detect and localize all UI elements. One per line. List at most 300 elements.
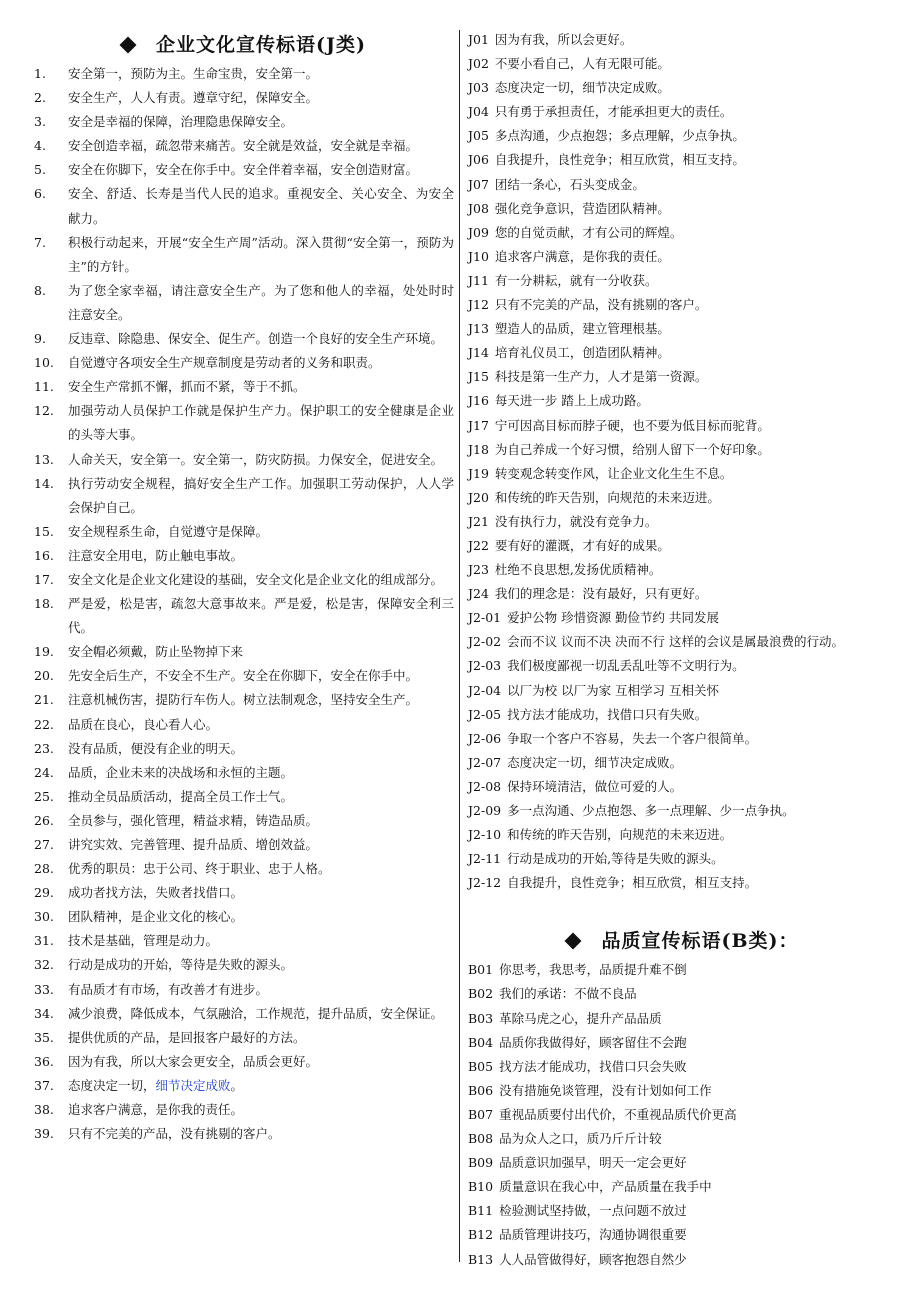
list-item [468, 293, 898, 317]
item-text-main: 只有不完美的产品，没有挑剔的客户。 [494, 297, 708, 313]
item-text [68, 158, 454, 182]
list-item [468, 462, 898, 486]
item-code: J13 [468, 321, 489, 337]
item-text-main: 加强劳动人员保护工作就是保护生产力。保护职工的安全健康是企业的头等大事。 [68, 403, 454, 443]
item-code: B07 [468, 1106, 494, 1122]
list-item [468, 414, 898, 438]
item-number: 29. [34, 885, 54, 901]
list-item [34, 1122, 454, 1146]
item-code: J03 [468, 80, 489, 96]
item-text [468, 982, 898, 1006]
item-text [468, 823, 898, 847]
list-item [34, 86, 454, 110]
item-text-main: 行动是成功的开始,等待是失败的源头。 [507, 851, 724, 867]
item-text-main: 会而不议 议而不决 决而不行 这样的会议是属最浪费的行动。 [507, 634, 845, 650]
list-item [34, 664, 454, 688]
item-number: 14. [34, 475, 54, 491]
item-code: J11 [468, 272, 489, 288]
item-number: 24. [34, 764, 54, 780]
item-text-main: 安全、舒适、长寿是当代人民的追求。重视安全、关心安全、为安全献力。 [68, 186, 454, 226]
item-text-main: 没有执行力，就没有竞争力。 [494, 513, 658, 529]
item-code: J17 [468, 417, 489, 433]
list-item [34, 713, 454, 737]
list-item [468, 317, 898, 341]
item-text [468, 365, 898, 389]
item-text [468, 486, 898, 510]
item-text [468, 462, 898, 486]
item-text [68, 640, 454, 664]
item-text-main: 安全生产常抓不懈，抓而不紧，等于不抓。 [68, 379, 306, 395]
list-item [34, 1050, 454, 1074]
item-text [468, 1007, 898, 1031]
item-text [468, 1079, 898, 1103]
item-code: J24 [468, 586, 489, 602]
item-text-main: 团队精神，是企业文化的核心。 [68, 909, 244, 925]
item-number: 22. [34, 716, 54, 732]
item-code: J23 [468, 562, 489, 578]
item-text-main: 追求客户满意，是你我的责任。 [68, 1102, 244, 1118]
item-text-main: 革除马虎之心，提升产品品质 [499, 1010, 662, 1026]
list-item [468, 982, 898, 1006]
item-text-main: 没有措施免谈管理，没有计划如何工作 [499, 1082, 712, 1098]
item-text [68, 134, 454, 158]
item-code: J14 [468, 345, 489, 361]
item-number: 30. [34, 909, 54, 925]
item-text [468, 269, 898, 293]
item-number: 12. [34, 403, 54, 419]
item-number: 1. [34, 66, 46, 81]
item-code: J18 [468, 441, 489, 457]
list-item [468, 799, 898, 823]
list-item [468, 365, 898, 389]
heading-text: 品质宣传标语(B类)： [601, 930, 799, 953]
item-text-main: 您的自觉贡献，才有公司的辉煌。 [494, 224, 683, 240]
item-code: J06 [468, 152, 489, 168]
item-text-main: 品质你我做得好，顾客留住不会跑 [499, 1034, 687, 1050]
item-number: 9. [34, 331, 46, 347]
item-text-main: 和传统的昨天告别，向规范的未来迈进。 [507, 827, 733, 843]
list-item [468, 1055, 898, 1079]
item-text-main: 我们的理念是：没有最好，只有更好。 [494, 586, 708, 602]
item-text [68, 978, 454, 1002]
item-text-main: 找方法才能成功，找借口只有失败。 [507, 706, 708, 722]
item-text-main: 转变观念转变作风，让企业文化生生不息。 [494, 465, 733, 481]
item-text-main: 你思考，我思考，品质提升难不倒 [499, 962, 687, 978]
item-number: 23. [34, 740, 54, 756]
item-code: J2-10 [468, 827, 502, 843]
item-text-main: 积极行动起来，开展“安全生产周”活动。深入贯彻“安全第一，预防为主”的方针。 [68, 234, 454, 274]
list-item [34, 399, 454, 447]
list-item [34, 231, 454, 279]
item-code: J16 [468, 393, 489, 409]
item-number: 19. [34, 644, 54, 660]
item-number: 11. [34, 379, 54, 395]
item-code: J2-04 [468, 682, 502, 698]
item-code: J2-12 [468, 875, 502, 891]
item-text-main: 只有勇于承担责任，才能承担更大的责任。 [494, 104, 733, 120]
item-text-main: 提供优质的产品，是回报客户最好的方法。 [68, 1029, 306, 1045]
item-text [468, 52, 898, 76]
item-code: J19 [468, 465, 489, 481]
list-item [34, 761, 454, 785]
item-text-main: 塑造人的品质，建立管理根基。 [494, 321, 670, 337]
list-item [468, 847, 898, 871]
item-text-main: 安全生产，人人有责。遵章守纪，保障安全。 [68, 90, 319, 106]
item-number: 32. [34, 957, 54, 973]
right-column [468, 28, 898, 1272]
item-text [468, 558, 898, 582]
item-code: B09 [468, 1155, 494, 1171]
item-text [68, 688, 454, 712]
list-item [34, 809, 454, 833]
list-item [468, 389, 898, 413]
list-item [34, 520, 454, 544]
item-number: 6. [34, 186, 46, 202]
list-item [468, 197, 898, 221]
list-item [34, 134, 454, 158]
list-item [34, 158, 454, 182]
item-text-main: 人人品管做得好，顾客抱怨自然少 [499, 1251, 687, 1267]
item-number: 2. [34, 90, 46, 106]
list-item [34, 1074, 454, 1098]
item-text [468, 654, 898, 678]
list-item [468, 269, 898, 293]
item-text [468, 1127, 898, 1151]
list-item [468, 510, 898, 534]
list-item [468, 679, 898, 703]
item-text-main: 质量意识在我心中，产品质量在我手中 [499, 1179, 712, 1195]
item-text-main: 因为有我，所以大家会更安全，品质会更好。 [68, 1053, 319, 1069]
item-text-main: 严是爱，松是害，疏忽大意事故来。严是爱，松是害，保障安全利三代。 [68, 596, 454, 636]
item-text [468, 847, 898, 871]
item-text [68, 472, 454, 520]
item-number: 33. [34, 981, 54, 997]
item-number: 16. [34, 547, 54, 563]
list-item [34, 62, 454, 86]
item-text [68, 448, 454, 472]
item-text-main: 争取一个客户不容易，失去一个客户很简单。 [507, 730, 758, 746]
item-text-main: 注意机械伤害，提防行车伤人。树立法制观念，坚持安全生产。 [68, 692, 419, 708]
item-number: 4. [34, 138, 46, 154]
b-slogan-list [468, 958, 898, 1271]
item-code: J2-06 [468, 730, 502, 746]
list-item [34, 544, 454, 568]
item-text [468, 727, 898, 751]
list-item [34, 688, 454, 712]
item-text [468, 630, 898, 654]
item-text-main: 多点沟通，少点抱怨；多点理解，少点争执。 [494, 128, 745, 144]
item-text [68, 737, 454, 761]
item-text [68, 279, 454, 327]
list-item [468, 1175, 898, 1199]
item-number: 35. [34, 1029, 54, 1045]
diamond-bullet-icon [565, 933, 582, 950]
item-text-main: 爱护公物 珍惜资源 勤俭节约 共同发展 [507, 610, 720, 626]
section-heading-b [468, 924, 898, 958]
item-text [468, 173, 898, 197]
list-item [34, 592, 454, 640]
item-text-main: 安全第一，预防为主。生命宝贵，安全第一。 [68, 66, 319, 81]
item-code: J2-03 [468, 658, 502, 674]
item-text-main: 执行劳动安全规程，搞好安全生产工作。加强职工劳动保护，人人学会保护自己。 [68, 475, 454, 515]
list-item [468, 1079, 898, 1103]
item-code: B05 [468, 1058, 494, 1074]
item-text [468, 438, 898, 462]
item-text-main: 安全文化是企业文化建设的基础，安全文化是企业文化的组成部分。 [68, 571, 444, 587]
item-text-tail: 。 [230, 1077, 244, 1093]
item-text-main: 没有品质，便没有企业的明天。 [68, 740, 244, 756]
item-text-main: 培育礼仪员工，创造团队精神。 [494, 345, 670, 361]
item-text [68, 327, 454, 351]
list-item [34, 857, 454, 881]
item-text-main: 态度决定一切，细节决定成败。 [494, 80, 670, 96]
item-text [68, 110, 454, 134]
item-text-main: 安全帽必须戴，防止坠物掉下来 [68, 644, 244, 660]
item-number: 15. [34, 523, 54, 539]
list-item [34, 953, 454, 977]
heading-text: 企业文化宣传标语(J类) [156, 34, 366, 56]
item-text [468, 293, 898, 317]
item-text [68, 1122, 454, 1146]
item-text [468, 1175, 898, 1199]
item-text-main: 自我提升，良性竞争；相互欣赏，相互支持。 [494, 152, 745, 168]
list-item [468, 1103, 898, 1127]
item-text-main: 杜绝不良思想,发扬优质精神。 [494, 562, 662, 578]
j-slogan-list [468, 28, 898, 895]
item-text-main: 推动全员品质活动，提高全员工作士气。 [68, 788, 294, 804]
item-text [468, 703, 898, 727]
list-item [468, 486, 898, 510]
list-item [468, 438, 898, 462]
item-text [68, 544, 454, 568]
list-item [468, 654, 898, 678]
list-item [34, 905, 454, 929]
item-code: J2-09 [468, 803, 502, 818]
item-number: 5. [34, 162, 46, 178]
item-text-main: 强化竞争意识，营造团队精神。 [494, 200, 670, 216]
list-item [468, 341, 898, 365]
list-item [468, 28, 898, 52]
item-number: 21. [34, 692, 54, 708]
item-text [68, 905, 454, 929]
item-number: 3. [34, 114, 46, 130]
item-number: 38. [34, 1102, 54, 1118]
item-text [68, 857, 454, 881]
item-text-main: 只有不完美的产品，没有挑剔的客户。 [68, 1126, 281, 1142]
item-text [468, 245, 898, 269]
item-text [468, 100, 898, 124]
item-text-main: 态度决定一切， [68, 1077, 156, 1093]
list-item [468, 775, 898, 799]
item-text [68, 351, 454, 375]
item-code: J01 [468, 32, 489, 47]
item-text-main: 安全创造幸福，疏忽带来痛苦。安全就是效益，安全就是幸福。 [68, 138, 419, 154]
item-text [68, 62, 454, 86]
item-code: J21 [468, 513, 489, 529]
item-text [68, 1074, 454, 1098]
item-text [68, 785, 454, 809]
item-number: 27. [34, 837, 54, 852]
item-text [468, 1031, 898, 1055]
item-text [468, 341, 898, 365]
list-item [34, 978, 454, 1002]
list-item [468, 1223, 898, 1247]
item-text [68, 1050, 454, 1074]
list-item [34, 568, 454, 592]
item-text [468, 958, 898, 982]
item-number: 34. [34, 1005, 54, 1021]
item-text-main: 优秀的职员：忠于公司、终于职业、忠于人格。 [68, 861, 331, 877]
item-text [468, 1151, 898, 1175]
item-text [468, 197, 898, 221]
item-text [68, 761, 454, 785]
item-text [468, 1199, 898, 1223]
item-text [68, 809, 454, 833]
column-divider [459, 30, 460, 1262]
list-item [34, 833, 454, 857]
list-item [468, 1199, 898, 1223]
item-code: J09 [468, 224, 489, 240]
list-item [468, 221, 898, 245]
list-item [468, 823, 898, 847]
item-code: J20 [468, 489, 489, 505]
item-code: B08 [468, 1131, 494, 1147]
item-text-main: 品质意识加强早，明天一定会更好 [499, 1155, 687, 1171]
list-item [34, 279, 454, 327]
item-text [468, 679, 898, 703]
list-item [468, 1151, 898, 1175]
hyperlink[interactable]: 细节决定成败 [155, 1077, 231, 1093]
item-number: 26. [34, 812, 54, 828]
item-text [468, 606, 898, 630]
item-text-main: 行动是成功的开始，等待是失败的源头。 [68, 957, 294, 973]
item-text-main: 我们极度鄙视一切乱丢乱吐等不文明行为。 [507, 658, 745, 674]
item-text-main: 不要小看自己，人有无限可能。 [494, 56, 670, 72]
item-code: J2-05 [468, 706, 502, 722]
item-code: B04 [468, 1034, 494, 1050]
item-text [468, 148, 898, 172]
item-text-main: 找方法才能成功，找借口只会失败 [499, 1058, 687, 1074]
item-number: 36. [34, 1053, 54, 1069]
list-item [34, 1002, 454, 1026]
item-text [468, 124, 898, 148]
list-item [468, 1248, 898, 1272]
item-number: 28. [34, 861, 54, 877]
item-text-main: 安全是幸福的保障，治理隐患保障安全。 [68, 114, 294, 130]
item-code: B02 [468, 986, 494, 1002]
item-text [468, 414, 898, 438]
list-item [468, 124, 898, 148]
item-number: 39. [34, 1126, 54, 1142]
list-item [468, 582, 898, 606]
item-number: 17. [34, 571, 54, 587]
item-code: J10 [468, 248, 489, 264]
list-item [34, 472, 454, 520]
item-text [68, 86, 454, 110]
list-item [34, 1098, 454, 1122]
item-text [468, 1248, 898, 1272]
item-number: 37. [34, 1077, 54, 1093]
item-text-main: 自我提升，良性竞争；相互欣赏，相互支持。 [507, 875, 758, 891]
item-text-main: 因为有我，所以会更好。 [494, 32, 633, 47]
item-text-main: 品质在良心，良心看人心。 [68, 716, 219, 732]
list-item [34, 110, 454, 134]
item-code: B13 [468, 1251, 494, 1267]
list-item [34, 737, 454, 761]
list-item [468, 630, 898, 654]
list-item [34, 448, 454, 472]
list-item [468, 606, 898, 630]
item-text [68, 592, 454, 640]
item-text-main: 先安全后生产，不安全不生产。安全在你脚下，安全在你手中。 [68, 668, 419, 684]
item-text-main: 态度决定一切，细节决定成败。 [507, 754, 683, 770]
item-code: B10 [468, 1179, 494, 1195]
list-item [468, 727, 898, 751]
item-text-main: 为自己养成一个好习惯，给别人留下一个好印象。 [494, 441, 770, 457]
item-text-main: 安全规程系生命，自觉遵守是保障。 [68, 523, 269, 539]
item-number: 31. [34, 933, 54, 949]
item-text [468, 76, 898, 100]
list-item [34, 327, 454, 351]
item-text-main: 为了您全家幸福，请注意安全生产。为了您和他人的幸福，处处时时注意安全。 [68, 282, 454, 322]
item-text-main: 安全在你脚下，安全在你手中。安全伴着幸福，安全创造财富。 [68, 162, 419, 178]
item-code: J08 [468, 200, 489, 216]
item-text [68, 568, 454, 592]
item-number: 18. [34, 596, 54, 612]
list-item [34, 881, 454, 905]
list-item [34, 182, 454, 230]
list-item [468, 1031, 898, 1055]
item-code: J04 [468, 104, 489, 120]
list-item [468, 148, 898, 172]
item-code: J12 [468, 297, 489, 313]
item-text [468, 1055, 898, 1079]
item-text-main: 追求客户满意，是你我的责任。 [494, 248, 670, 264]
item-text [468, 582, 898, 606]
item-code: J2-08 [468, 778, 502, 794]
item-text [68, 1098, 454, 1122]
section-heading-j [34, 28, 454, 62]
item-text [468, 28, 898, 52]
item-text [68, 929, 454, 953]
item-code: B12 [468, 1227, 494, 1243]
item-text [68, 881, 454, 905]
item-text-main: 反违章、除隐患、保安全、促生产。创造一个良好的安全生产环境。 [68, 331, 444, 347]
list-item [34, 375, 454, 399]
item-text-main: 自觉遵守各项安全生产规章制度是劳动者的义务和职责。 [68, 355, 381, 371]
item-code: J2-07 [468, 754, 502, 770]
item-number: 8. [34, 282, 46, 298]
item-text-main: 重视品质要付出代价，不重视品质代价更高 [499, 1106, 737, 1122]
item-number: 25. [34, 788, 54, 804]
list-item [468, 871, 898, 895]
item-code: B06 [468, 1082, 494, 1098]
list-item [34, 640, 454, 664]
left-column [34, 28, 454, 1146]
item-text [468, 221, 898, 245]
item-text [468, 510, 898, 534]
item-text [68, 399, 454, 447]
item-text [468, 1223, 898, 1247]
item-text [68, 1002, 454, 1026]
list-item [468, 558, 898, 582]
item-text-main: 品质管理讲技巧，沟通协调很重要 [499, 1227, 687, 1243]
item-text-main: 每天进一步 踏上上成功路。 [494, 393, 649, 409]
item-text [68, 953, 454, 977]
item-text [68, 182, 454, 230]
list-item [468, 245, 898, 269]
item-code: J2-11 [468, 851, 502, 867]
